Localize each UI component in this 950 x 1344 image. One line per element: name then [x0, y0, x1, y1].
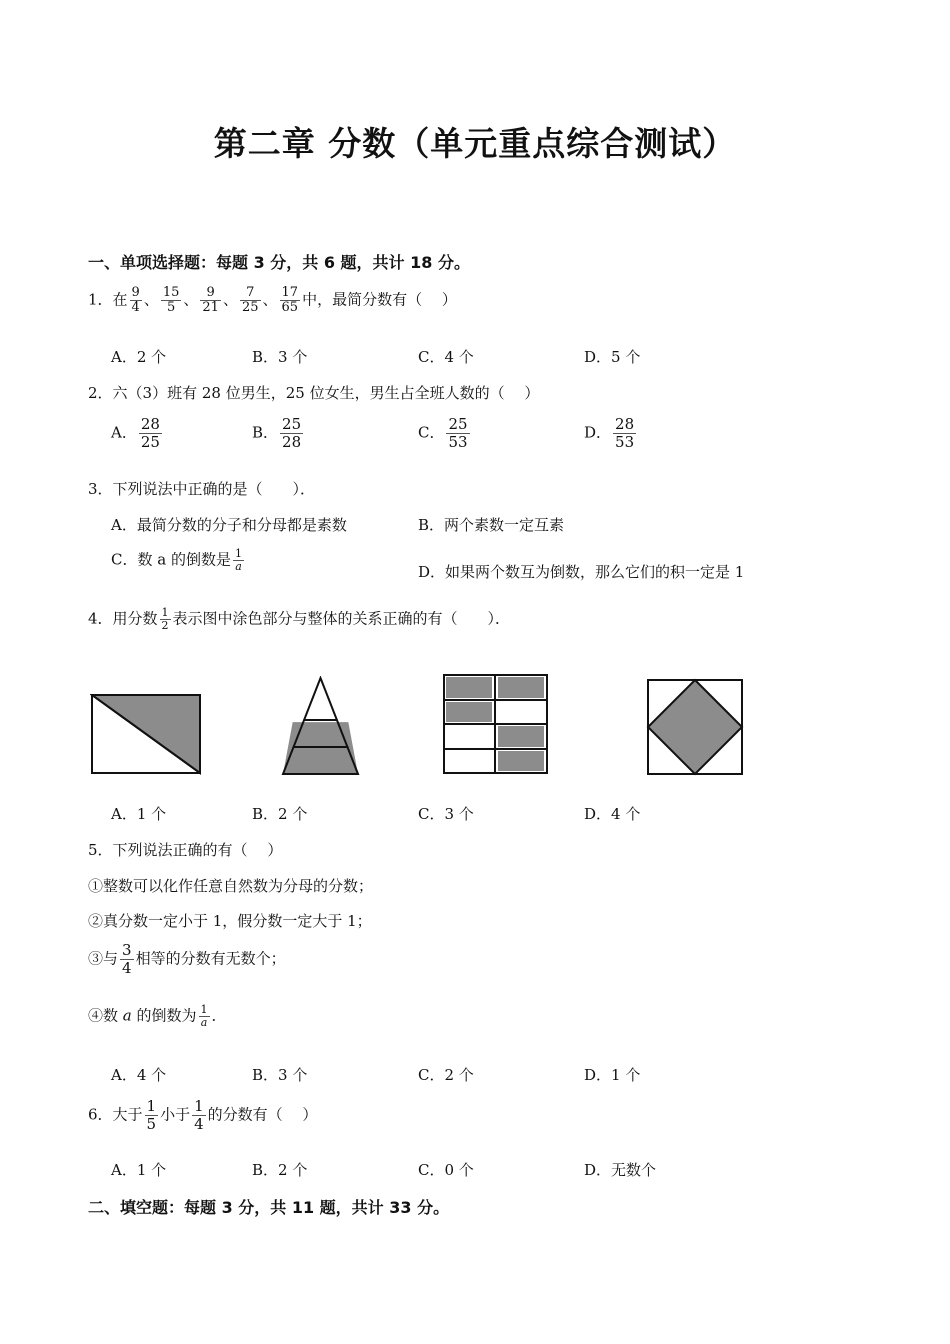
q1-fraction-1: $\frac{9}{4}$: [131, 285, 140, 315]
q1-option-a[interactable]: A．2 个: [111, 348, 167, 366]
q5-option-a[interactable]: A．4 个: [111, 1066, 167, 1084]
figure-3-cell-2: [498, 677, 544, 698]
q1-option-c[interactable]: C．4 个: [418, 348, 474, 366]
q4-option-c[interactable]: C．3 个: [418, 805, 474, 823]
q5-statement-3: ③与 $\frac{3}{4}$ 相等的分数有无数个；: [88, 941, 286, 977]
q6-fraction-1-5: $\frac{1}{5}$: [146, 1097, 157, 1133]
q5-statement-4: ④数 a 的倒数为 $\frac{1}{a}$ ．: [88, 1003, 227, 1029]
q6-option-a[interactable]: A．1 个: [111, 1161, 167, 1179]
q1-option-b[interactable]: B．3 个: [252, 348, 308, 366]
q3-option-b[interactable]: B．两个素数一定互素: [418, 516, 565, 534]
q1-fraction-2: $\frac{15}{5}$: [162, 285, 180, 315]
q6-option-b[interactable]: B．2 个: [252, 1161, 308, 1179]
q1-number: 1．在: [88, 290, 128, 309]
q5-option-d[interactable]: D．1 个: [584, 1066, 641, 1084]
q1-fraction-3: $\frac{9}{21}$: [202, 285, 219, 315]
q2-option-b[interactable]: B． $\frac{25}{28}$: [252, 415, 302, 451]
q2-fraction-b: $\frac{25}{28}$: [282, 415, 302, 451]
q1-fraction-5: $\frac{17}{65}$: [281, 285, 299, 315]
question-6: 6．大于 $\frac{1}{5}$ 小于 $\frac{1}{4}$ 的分数有（ ）: [88, 1097, 318, 1133]
q3-option-a[interactable]: A．最简分数的分子和分母都是素数: [111, 516, 347, 534]
q5-fraction-1-a: $\frac{1}{a}$: [200, 1003, 208, 1029]
question-2: 2．六（3）班有 28 位男生，25 位女生，男生占全班人数的（ ）: [88, 384, 540, 402]
figure-3-cell-1: [446, 677, 492, 698]
q5-statement-2: ②真分数一定小于 1，假分数一定大于 1；: [88, 912, 372, 930]
q4-option-a[interactable]: A．1 个: [111, 805, 167, 823]
q6-option-d[interactable]: D．无数个: [584, 1161, 657, 1179]
question-4: 4．用分数 $\frac{1}{2}$ 表示图中涂色部分与整体的关系正确的有（ ）．: [88, 606, 511, 632]
q6-fraction-1-4: $\frac{1}{4}$: [194, 1097, 204, 1133]
q5-statement-1: ①整数可以化作任意自然数为分母的分数；: [88, 877, 374, 895]
q4-option-d[interactable]: D．4 个: [584, 805, 641, 823]
section-2-heading: 二、填空题：每题 3 分，共 11 题，共计 33 分。: [88, 1198, 450, 1217]
section-1-heading: 一、单项选择题：每题 3 分，共 6 题，共计 18 分。: [88, 253, 470, 272]
q1-fraction-4: $\frac{7}{25}$: [241, 285, 259, 315]
question-3: 3．下列说法中正确的是（ ）．: [88, 480, 316, 498]
figure-3-cell-8: [498, 751, 544, 771]
q2-fraction-d: $\frac{28}{53}$: [615, 415, 635, 451]
figure-triangle-layers: [281, 676, 361, 776]
q2-fraction-a: $\frac{28}{25}$: [140, 415, 160, 451]
q2-option-c[interactable]: C． $\frac{25}{53}$: [418, 415, 468, 451]
q3-option-c[interactable]: C．数 a 的倒数是 $\frac{1}{a}$: [111, 547, 242, 573]
question-5: 5．下列说法正确的有（ ）: [88, 841, 283, 859]
figure-3-cell-3: [446, 702, 492, 722]
figure-grid: [442, 673, 549, 775]
q2-option-d[interactable]: D． $\frac{28}{53}$: [584, 415, 635, 451]
q5-option-c[interactable]: C．2 个: [418, 1066, 474, 1084]
q1-option-d[interactable]: D．5 个: [584, 348, 641, 366]
q3-fraction-c: $\frac{1}{a}$: [234, 547, 242, 573]
figure-3-cell-6: [498, 726, 544, 747]
q2-option-a[interactable]: A． $\frac{28}{25}$: [111, 415, 160, 451]
q5-fraction-3-4: $\frac{3}{4}$: [122, 941, 132, 977]
q1-tail: 中，最简分数有（ ）: [302, 290, 457, 309]
figure-square-diamond: [646, 678, 744, 776]
figure-rectangle-diagonal: [90, 693, 202, 775]
q4-option-b[interactable]: B．2 个: [252, 805, 308, 823]
q4-fraction: $\frac{1}{2}$: [161, 606, 169, 632]
q3-option-d[interactable]: D．如果两个数互为倒数，那么它们的积一定是 1: [418, 563, 745, 581]
q6-option-c[interactable]: C．0 个: [418, 1161, 474, 1179]
q5-option-b[interactable]: B．3 个: [252, 1066, 308, 1084]
q2-fraction-c: $\frac{25}{53}$: [448, 415, 468, 451]
page-title: 第二章 分数（单元重点综合测试）: [213, 124, 737, 163]
figure-2-shaded-band: [283, 722, 358, 774]
question-1: 1．在 $\frac{9}{4}$ 、 $\frac{15}{5}$ 、 $\frac{9}{21}$ 、 $\frac{7}{25}$ 、 $\frac{17}{65}$ 中，最简分数有（ ）: [88, 285, 457, 315]
